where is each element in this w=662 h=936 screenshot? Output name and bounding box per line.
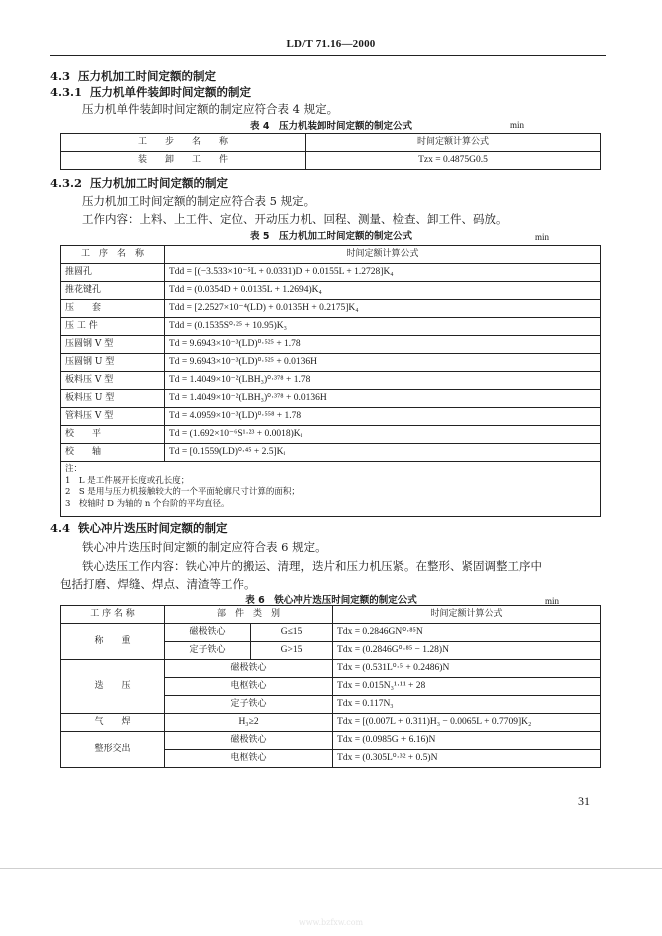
table-cell: 磁极铁心 xyxy=(165,624,251,642)
table-5-caption: 表 5 压力机加工时间定额的制定公式 xyxy=(250,231,412,242)
note-label: 注： xyxy=(65,464,83,474)
table-5-unit: min xyxy=(535,232,550,242)
table-header: 部 件 类 别 xyxy=(165,606,333,624)
table-row xyxy=(61,336,601,354)
table-header: 时间定额计算公式 xyxy=(333,606,601,624)
table-cell: 称 重 xyxy=(61,624,165,660)
table-row xyxy=(61,426,601,444)
formula-cell: Tdd = (0.1535S⁰·²⁵ + 10.95)K₃ xyxy=(165,318,601,336)
table-6-caption: 表 6 铁心冲片迭压时间定额的制定公式 xyxy=(245,595,417,606)
table-cell: 装 卸 工 件 xyxy=(61,152,306,170)
formula-cell: Tdd = [(−3.533×10⁻⁵L + 0.0331)D + 0.0155L + 1.2728]K₄ xyxy=(165,264,601,282)
header-rule xyxy=(50,55,606,56)
paragraph: 压力机加工时间定额的制定应符合表 5 规定。 xyxy=(82,194,316,208)
table-row xyxy=(61,408,601,426)
table-cell: 磁极铁心 xyxy=(165,660,333,678)
section-number: 4.3.1 xyxy=(50,85,83,99)
formula-cell: Tdd = [2.2527×10⁻⁴(LD) + 0.0135H + 0.2175]K₄ xyxy=(165,300,601,318)
table-6-unit: min xyxy=(545,596,560,606)
table-4-caption: 表 4 压力机装卸时间定额的制定公式 xyxy=(250,121,412,132)
formula-cell: Tdd = (0.0354D + 0.0135L + 1.2694)K₄ xyxy=(165,282,601,300)
page-bottom-rule xyxy=(0,868,662,869)
note-item: 1 L 是工件展开长度或孔长度； xyxy=(65,475,190,486)
table-cell: 迭 压 xyxy=(61,660,165,714)
page-header: LD/T 71.16—2000 xyxy=(286,38,376,50)
table-4-unit: min xyxy=(510,120,525,130)
table-cell: 管料压 V 型 xyxy=(61,408,165,426)
table-row xyxy=(61,282,601,300)
formula-cell: Tdx = (0.0985G + 6.16)N xyxy=(333,732,601,750)
paragraph: 铁心迭压工作内容：铁心冲片的搬运、清理，迭片和压力机压紧。在整形、紧固调整工序中 xyxy=(82,559,542,573)
paragraph: 铁心冲片迭压时间定额的制定应符合表 6 规定。 xyxy=(82,540,327,554)
table-cell: 电枢铁心 xyxy=(165,750,333,768)
paragraph: 工作内容：上料、上工件、定位、开动压力机、回程、测量、检查、卸工件、码放。 xyxy=(82,212,508,226)
table-header: 时间定额计算公式 xyxy=(165,246,601,264)
table-cell: 板料压 V 型 xyxy=(61,372,165,390)
table-row xyxy=(61,372,601,390)
section-title: 压力机单件装卸时间定额的制定 xyxy=(90,85,252,99)
table-row xyxy=(61,318,601,336)
formula-cell: Td = (1.692×10⁻⁶S¹·²³ + 0.0018)Kᵢ xyxy=(165,426,601,444)
table-cell: 压圆钢 U 型 xyxy=(61,354,165,372)
formula-cell: Tdx = [(0.007L + 0.311)H₃ − 0.0065L + 0.7709]K₂ xyxy=(333,714,601,732)
formula-cell: Tdx = (0.2846G⁰·⁸⁵ − 1.28)N xyxy=(333,642,601,660)
note-item: 3 校轴时 D 为轴的 n 个台阶的平均直径。 xyxy=(65,498,230,509)
section-4-4-heading xyxy=(50,520,228,536)
table-row xyxy=(61,264,601,282)
section-4-3-2-heading xyxy=(50,175,228,191)
table-cell: G≤15 xyxy=(251,624,333,642)
watermark-footer: www.bzfxw.com xyxy=(298,918,364,927)
section-title: 铁心冲片迭压时间定额的制定 xyxy=(78,521,228,535)
table-cell: 压 工 件 xyxy=(61,318,165,336)
formula-cell: Tzx = 0.4875G0.5 xyxy=(306,152,601,170)
table-cell: 板料压 U 型 xyxy=(61,390,165,408)
table-cell: 整形交出 xyxy=(61,732,165,768)
table-cell: 推花键孔 xyxy=(61,282,165,300)
table-cell: 定子铁心 xyxy=(165,696,333,714)
section-number: 4.3 xyxy=(50,69,71,83)
table-notes xyxy=(61,462,601,517)
formula-cell: Td = 1.4049×10⁻²(LBH₃)⁰·³⁷⁸ + 1.78 xyxy=(165,372,601,390)
table-5 xyxy=(60,245,601,517)
table-cell: 电枢铁心 xyxy=(165,678,333,696)
formula-cell: Tdx = (0.531L⁰·⁵ + 0.2486)N xyxy=(333,660,601,678)
table-row xyxy=(61,624,601,642)
table-cell: 定子铁心 xyxy=(165,642,251,660)
formula-cell: Td = 1.4049×10⁻²(LBH₃)⁰·³⁷⁸ + 0.0136H xyxy=(165,390,601,408)
table-cell: 压圆钢 V 型 xyxy=(61,336,165,354)
table-cell: 校 平 xyxy=(61,426,165,444)
section-title: 压力机加工时间定额的制定 xyxy=(78,69,217,83)
table-header: 工 步 名 称 xyxy=(61,134,306,152)
table-header: 工 序 名 称 xyxy=(61,246,165,264)
paragraph: 包括打磨、焊缝、焊点、清渣等工作。 xyxy=(60,577,256,591)
table-cell: 推圆孔 xyxy=(61,264,165,282)
table-header: 时间定额计算公式 xyxy=(306,134,601,152)
table-row xyxy=(61,390,601,408)
formula-cell: Tdx = (0.305L⁰·³² + 0.5)N xyxy=(333,750,601,768)
table-cell: G>15 xyxy=(251,642,333,660)
table-cell: 气 焊 xyxy=(61,714,165,732)
table-4 xyxy=(60,133,601,170)
table-row xyxy=(61,714,601,732)
section-4-3-1-heading xyxy=(50,84,251,100)
table-row xyxy=(61,732,601,750)
table-cell: H₃≥2 xyxy=(165,714,333,732)
table-row xyxy=(61,300,601,318)
table-cell: 磁极铁心 xyxy=(165,732,333,750)
section-number: 4.4 xyxy=(50,521,71,535)
table-row xyxy=(61,444,601,462)
section-number: 4.3.2 xyxy=(50,176,83,190)
table-row xyxy=(61,354,601,372)
table-cell: 校 轴 xyxy=(61,444,165,462)
section-4-3-heading xyxy=(50,68,216,84)
paragraph: 压力机单件装卸时间定额的制定应符合表 4 规定。 xyxy=(82,102,339,116)
formula-cell: Td = 9.6943×10⁻³(LD)⁰·⁵²⁵ + 1.78 xyxy=(165,336,601,354)
formula-cell: Tdx = 0.117N₃ xyxy=(333,696,601,714)
page-number: 31 xyxy=(578,794,590,808)
note-item: 2 S 是用与压力机接触较大的一个平面轮廓尺寸计算的面积； xyxy=(65,487,300,497)
table-cell: 压 套 xyxy=(61,300,165,318)
formula-cell: Td = 9.6943×10⁻³(LD)⁰·⁵²⁵ + 0.0136H xyxy=(165,354,601,372)
formula-cell: Tdx = 0.015N₃¹·¹¹ + 28 xyxy=(333,678,601,696)
table-row xyxy=(61,660,601,678)
table-header: 工 序 名 称 xyxy=(61,606,165,624)
formula-cell: Td = [0.1559(LD)⁰·⁴⁵ + 2.5]Kᵢ xyxy=(165,444,601,462)
table-6 xyxy=(60,605,601,768)
formula-cell: Td = 4.0959×10⁻³(LD)⁰·⁵⁵⁸ + 1.78 xyxy=(165,408,601,426)
formula-cell: Tdx = 0.2846GN⁰·⁸⁵N xyxy=(333,624,601,642)
section-title: 压力机加工时间定额的制定 xyxy=(90,176,229,190)
